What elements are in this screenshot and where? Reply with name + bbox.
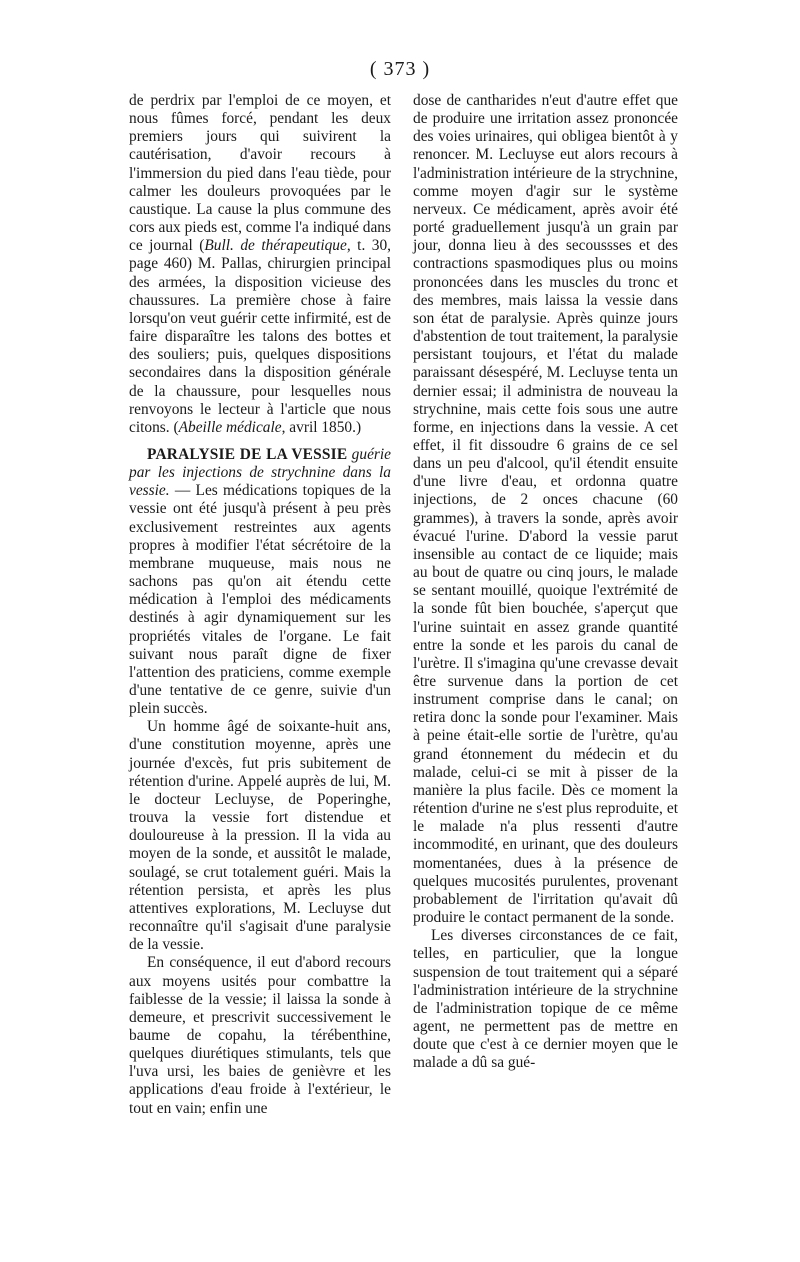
paragraph-treatment: En conséquence, il eut d'abord recours aux moyens usités pour combattre la faiblesse de la vessie; il laissa la sonde à demeure, et prescrivit successivement le baume de copahu, la térébenthine, quelques diurétiques stimulants, tels que l'uva ursi, les baies de genièvre et les applications d'eau froide à l'extérieur, le tout en vain; enfin une bbox=[129, 954, 391, 1117]
text-run: — Les médications topiques de la vessie ont été jusqu'à présent à peu près exclusivement restreintes aux agents propres à modifier l'état sécrétoire de la membrane muqueuse, mais nous ne sachons pas qu'on ait étendu cette médication à l'emploi des médicaments destinés à agir dynamiquement sur les propriétés vitales de l'organe. Le fait suivant nous paraît digne de fixer l'attention des praticiens, comme exemple d'une tentative de ce genre, suivie d'un plein succès. bbox=[129, 482, 391, 718]
paragraph-cors-aux-pieds bbox=[129, 92, 391, 437]
text-run: , t. 30, page 460) M. Pallas, chirurgien principal des armées, la disposition vicieuse des chaussures. La première chose à faire lorsqu'on veut guérir cette infirmité, est de faire disparaître les talons des bottes et des souliers; puis, quelques dispositions secondaires dans la disposition générale de la chaussure, pour lesquelles nous renvoyons le lecteur à l'article que nous citons. ( bbox=[129, 237, 392, 436]
citation-journal: Bull. de thérapeutique bbox=[204, 237, 347, 255]
citation-source: Abeille médicale bbox=[178, 418, 282, 436]
page-number: ( 373 ) bbox=[369, 58, 431, 80]
text-run: de perdrix par l'emploi de ce moyen, et nous fûmes forcé, pendant les deux premiers jours qui suivirent la cautérisation, d'avoir recours à l'immersion du pied dans l'eau tiède, pour calmer les douleurs provoquées par le caustique. La cause la plus commune des cors aux pieds est, comme l'a indiqué dans ce journal ( bbox=[129, 92, 391, 255]
paragraph-conclusion: Les diverses circonstances de ce fait, telles, en particulier, que la longue suspension de tout traitement qui a séparé l'administration intérieure de la strychnine de l'administration topique de ce même agent, ne permettent pas de mettre en doute que c'est à ce dernier moyen que le malade a dû sa gué- bbox=[413, 927, 678, 1072]
text-run: , avril 1850.) bbox=[281, 418, 362, 436]
right-column bbox=[413, 92, 678, 1072]
left-column bbox=[129, 92, 391, 1118]
paragraph-strychnine-injections: dose de cantharides n'eut d'autre effet que de produire une irritation assez prononcée des voies urinaires, qui obligea bientôt à y renoncer. M. Lecluyse eut alors recours à l'administration intérieure de la strychnine, comme moyen d'agir sur le système nerveux. Ce médicament, après avoir été porté graduellement jusqu'à un grain par jour, donna lieu à des secoussses et des contractions spasmodiques plus ou moins prononcées dans les muscles du tronc et des membres, mais laissa la vessie dans son état de paralysie. Après quinze jours d'abstention de tout traitement, la paralysie persistant toujours, et l'état du malade paraissant désespéré, M. Lecluyse tenta un dernier essai; il administra de nouveau la strychnine, mais cette fois sous une autre forme, en injections dans la vessie. A cet effet, il fit dissoudre 6 grains de ce sel dans un peu d'alcool, qu'il étendit ensuite d'une livre d'eau, et ordonna quatre injections, de 2 onces chacune (60 grammes), à travers la sonde, après avoir évacué l'urine. D'abord la vessie parut insensible au contact de ce liquide; mais au bout de quatre ou cinq jours, le malade se sentant mouillé, quoique l'extrémité de la sonde fût bien bouchée, s'aperçut que l'urine suintait en assez grande quantité entre la sonde et les parois du canal de l'urètre. Il s'imagina qu'une crevasse devait être survenue dans la portion de cet instrument comprise dans le canal; on retira donc la sonde pour l'examiner. Mais à peine était-elle sortie de l'urètre, qu'au grand étonnement du médecin et du malade, celui-ci se mit à pisser de la manière la plus facile. Dès ce moment la rétention d'urine ne s'est plus reproduite, et le malade n'a plus ressenti d'autre incommodité, en urinant, que des douleurs momentanées, dues à la présence de quelques mucosités purulentes, provenant probablement de l'irritation qu'avait dû produire le contact permanent de la sonde. bbox=[413, 92, 678, 927]
section-heading: PARALYSIE DE LA VESSIE bbox=[147, 445, 348, 463]
article-paralysie-vessie bbox=[129, 446, 391, 718]
paragraph-case-history: Un homme âgé de soixante-huit ans, d'une constitution moyenne, après une journée d'excès, fut pris subitement de rétention d'urine. Appelé auprès de lui, M. le docteur Lecluyse, de Poperinghe, trouva la vessie fort distendue et douloureuse à la pression. Il la vida au moyen de la sonde, et aussitôt le malade, soulagé, se crut totalement guéri. Mais la rétention persista, et après les plus attentives explorations, M. Lecluyse dut reconnaître qu'il s'agisait d'une paralysie de la vessie. bbox=[129, 718, 391, 954]
section-subheading: guérie par les injections de strychnine dans la vessie. bbox=[129, 445, 391, 500]
